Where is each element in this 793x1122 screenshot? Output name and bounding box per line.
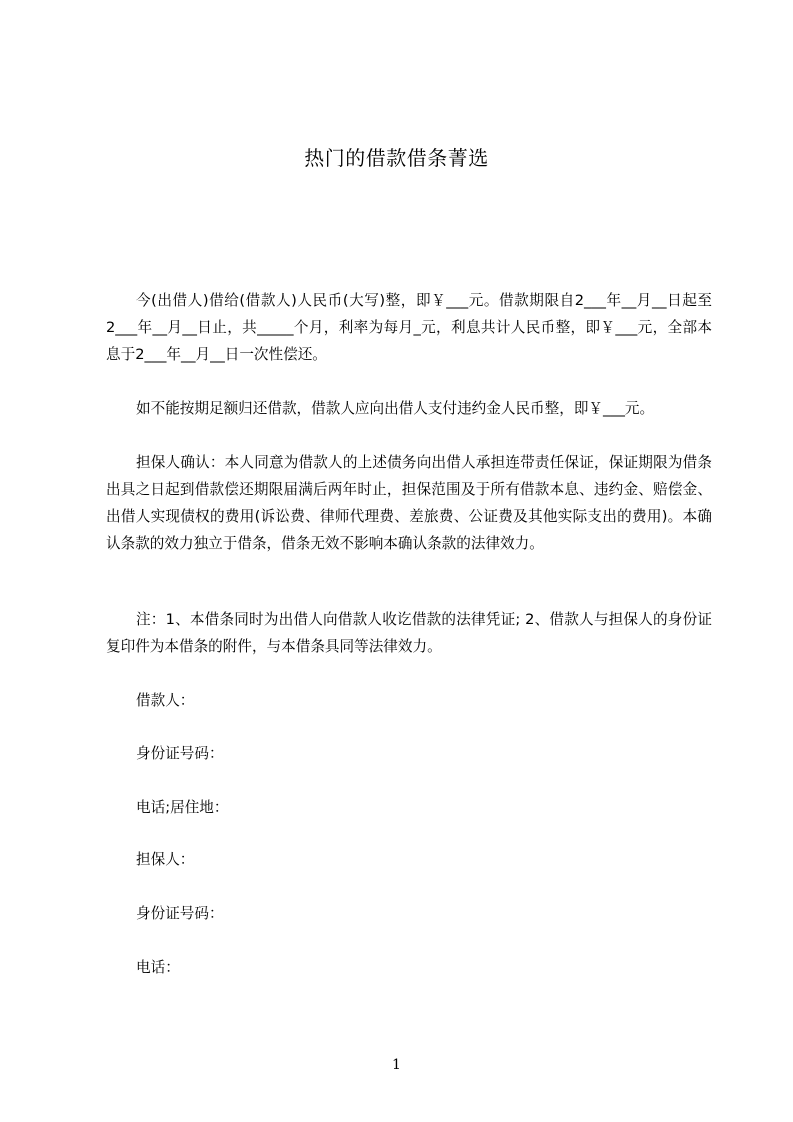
note-paragraph: 注：1、本借条同时为出借人向借款人收讫借款的法律凭证; 2、借款人与担保人的身份证复印件为本借条的附件，与本借条具同等法律效力。 [106, 611, 712, 655]
borrower-field-label: 借款人： [136, 692, 195, 709]
guarantor-field-label: 担保人： [136, 851, 195, 868]
borrower-phone-address-field-label: 电话;居住地： [136, 799, 229, 816]
guarantor-id-field-label: 身份证号码： [136, 905, 224, 922]
borrower-id-field-label: 身份证号码： [136, 745, 224, 762]
guarantor-confirmation-paragraph: 担保人确认：本人同意为借款人的上述债务向出借人承担连带责任保证，保证期限为借条出具之日起到借款偿还期限届满后两年时止，担保范围及于所有借款本息、违约金、赔偿金、出借人实现债权的费用(诉讼费、律师代理费、差旅费、公证费及其他实际支出的费用)。本确认条款的效力独立于借条，借条无效不影响本确认条款的法律效力。 [106, 454, 712, 552]
page-number: 1 [392, 1057, 401, 1073]
document-title: 热门的借款借条菁选 [304, 146, 489, 170]
penalty-paragraph: 如不能按期足额归还借款，借款人应向出借人支付违约金人民币整，即￥___元。 [136, 400, 655, 417]
loan-terms-paragraph: 今(出借人)借给(借款人)人民币(大写)整，即￥___元。借款期限自2___年__月__日起至2___年__月__日止，共_____个月，利率为每月_元，利息共计人民币整，即￥___元，全部本息于2___年__月__日一次性偿还。 [106, 292, 712, 363]
guarantor-phone-field-label: 电话： [136, 959, 180, 976]
